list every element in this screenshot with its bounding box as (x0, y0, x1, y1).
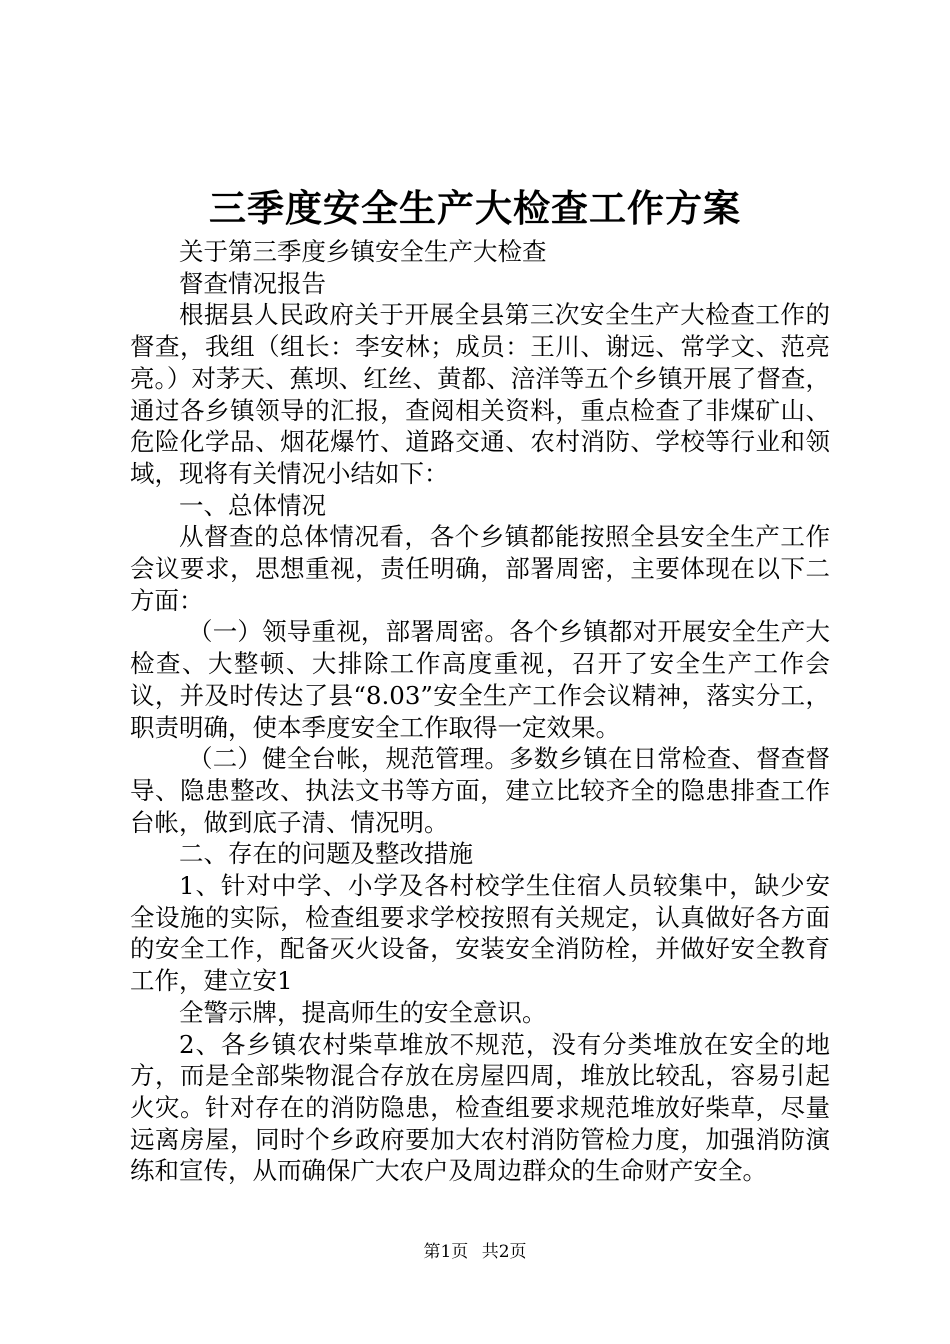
page-number: 第1页 (423, 1242, 469, 1262)
paragraph-problem-2: 2、各乡镇农村柴草堆放不规范，没有分类堆放在安全的地方，而是全部柴物混合存放在房屋四周，堆放比较乱，容易引起火灾。针对存在的消防隐患，检查组要求规范堆放好柴草，尽量远离房屋，同时个乡政府要加大农村消防管检力度，加强消防演练和宣传，从而确保广大农户及周边群众的生命财产安全。 (130, 1029, 830, 1186)
paragraph-ledger: （二）健全台帐，规范管理。多数乡镇在日常检查、督查督导、隐患整改、执法文书等方面，建立比较齐全的隐患排查工作台帐，做到底子清、情况明。 (130, 744, 830, 837)
page-footer (0, 1240, 950, 1264)
paragraph-leadership: （一）领导重视，部署周密。各个乡镇都对开展安全生产大检查、大整顿、大排除工作高度重视，召开了安全生产工作会议，并及时传达了县“8.03”安全生产工作会议精神，落实分工，职责明确，使本季度安全工作取得一定效果。 (130, 617, 830, 742)
page-total: 共2页 (481, 1242, 527, 1262)
document-body (130, 236, 830, 1187)
paragraph-problem-1-cont: 全警示牌，提高师生的安全意识。 (179, 997, 547, 1027)
section-heading-problems: 二、存在的问题及整改措施 (179, 839, 473, 869)
paragraph-problem-1: 1、针对中学、小学及各村校学生住宿人员较集中，缺少安全设施的实际，检查组要求学校按照有关规定，认真做好各方面的安全工作，配备灭火设备，安装安全消防栓，并做好安全教育工作，建立安1 (130, 871, 830, 996)
paragraph-subtitle-line2: 督查情况报告 (179, 268, 326, 298)
document-title: 三季度安全生产大检查工作方案 (209, 186, 741, 230)
paragraph-overall: 从督查的总体情况看，各个乡镇都能按照全县安全生产工作会议要求，思想重视，责任明确，部署周密，主要体现在以下二方面： (130, 522, 830, 615)
paragraph-subtitle-line1: 关于第三季度乡镇安全生产大检查 (179, 237, 547, 266)
section-heading-overall: 一、总体情况 (179, 490, 326, 520)
paragraph-intro: 根据县人民政府关于开展全县第三次安全生产大检查工作的督查，我组（组长：李安林；成员：王川、谢远、常学文、范亮亮。）对茅天、蕉坝、红丝、黄都、涪洋等五个乡镇开展了督查，通过各乡镇领导的汇报，查阅相关资料，重点检查了非煤矿山、危险化学品、烟花爆竹、道路交通、农村消防、学校等行业和领域，现将有关情况小结如下： (130, 300, 830, 488)
